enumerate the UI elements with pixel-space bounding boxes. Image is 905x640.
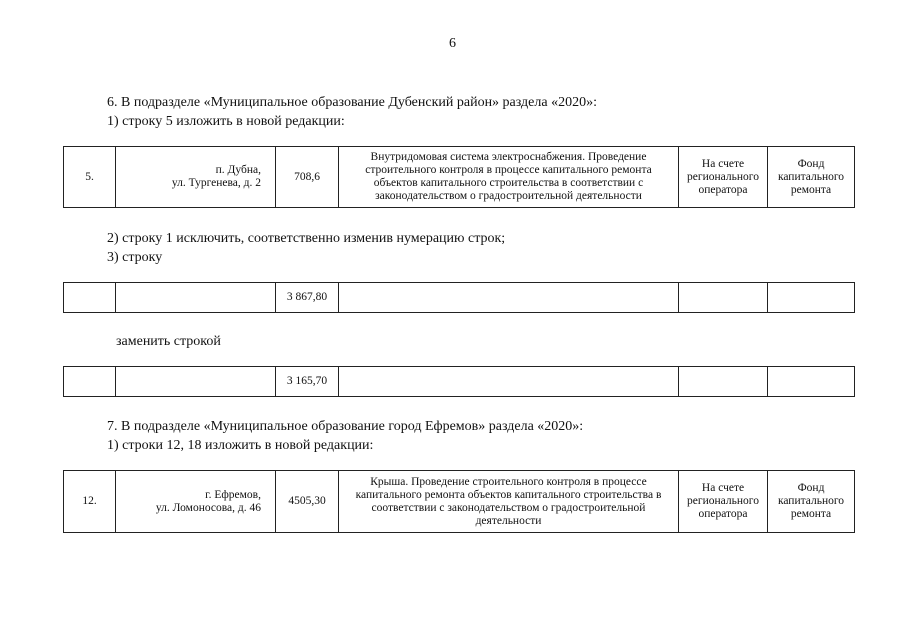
- table-row: [64, 367, 855, 397]
- account-cell: [679, 283, 768, 313]
- section-6-item-3: 3) строку: [107, 250, 163, 265]
- work-description-cell: [339, 367, 679, 397]
- address-line-2: ул. Тургенева, д. 2: [171, 177, 261, 189]
- fund-cell: [768, 367, 855, 397]
- address-cell: [116, 283, 276, 313]
- address-cell: [116, 147, 276, 208]
- account-cell: На счете регионального оператора: [679, 147, 768, 208]
- sum-cell: 4505,30: [276, 471, 339, 533]
- fund-cell: Фонд капитального ремонта: [768, 147, 855, 208]
- work-description-cell: Крыша. Проведение строительного контроля в процессе капитального ремонта объектов капитального строительства в соответствии с законодательством о градостроительной деятельности: [339, 471, 679, 533]
- table-row: [64, 147, 855, 208]
- section-6-item-2: 2) строку 1 исключить, соответственно изменив нумерацию строк;: [107, 231, 506, 246]
- sum-cell: 708,6: [276, 147, 339, 208]
- address-cell: [116, 471, 276, 533]
- table-row: [64, 471, 855, 533]
- section-6-item-1: 1) строку 5 изложить в новой редакции:: [107, 114, 345, 129]
- old-row-table: [63, 282, 855, 313]
- section-7-heading: 7. В подразделе «Муниципальное образование город Ефремов» раздела «2020»:: [107, 419, 584, 434]
- sum-cell: 3 165,70: [276, 367, 339, 397]
- fund-cell: Фонд капитального ремонта: [768, 471, 855, 533]
- replace-text: заменить строкой: [116, 334, 221, 349]
- address-line-2: ул. Ломоносова, д. 46: [155, 501, 261, 514]
- section-6-heading: 6. В подразделе «Муниципальное образование Дубенский район» раздела «2020»:: [107, 95, 597, 110]
- sum-cell: 3 867,80: [276, 283, 339, 313]
- account-cell: На счете регионального оператора: [679, 471, 768, 533]
- section-7-item-1: 1) строки 12, 18 изложить в новой редакции:: [107, 438, 374, 453]
- address-line-1: п. Дубна,: [215, 164, 261, 176]
- row-number-cell: [64, 283, 116, 313]
- table-row-5: [63, 146, 855, 208]
- fund-cell: [768, 283, 855, 313]
- table-row-12: [63, 470, 855, 533]
- address-line-1: г. Ефремов,: [205, 488, 261, 501]
- work-description-cell: [339, 283, 679, 313]
- page-number: 6: [449, 36, 456, 51]
- table-row: [64, 283, 855, 313]
- new-row-table: [63, 366, 855, 397]
- row-number-cell: 12.: [64, 471, 116, 533]
- work-description-cell: Внутридомовая система электроснабжения. Проведение строительного контроля в процессе капитального ремонта объектов капитального строительства в соответствии с законодательством о градостроительной деятельности: [339, 147, 679, 208]
- row-number-cell: [64, 367, 116, 397]
- row-number-cell: 5.: [64, 147, 116, 208]
- address-cell: [116, 367, 276, 397]
- account-cell: [679, 367, 768, 397]
